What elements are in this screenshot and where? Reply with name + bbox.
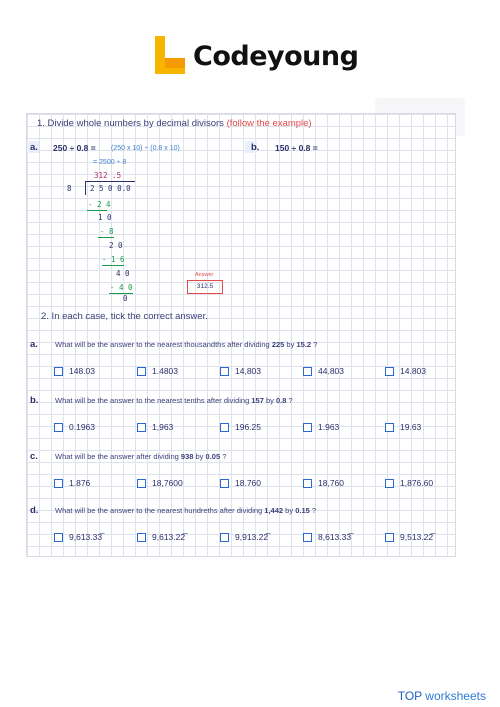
checkbox[interactable] — [385, 479, 394, 488]
question-a-text: What will be the answer to the nearest thousandths after dividing 225 by 15.2 ? — [55, 340, 318, 349]
work-step: - 4 0 — [110, 283, 133, 292]
problem-a-step2: = 2500 ÷ 8 — [93, 159, 127, 166]
option-a2[interactable]: 1.4803 — [137, 366, 178, 376]
checkbox[interactable] — [220, 533, 229, 542]
codeyoung-logo-icon — [155, 36, 187, 76]
question-b-label: b. — [30, 395, 39, 406]
question-b-text: What will be the answer to the nearest tenths after dividing 157 by 0.8 ? — [55, 396, 293, 405]
checkbox[interactable] — [385, 533, 394, 542]
checkbox[interactable] — [54, 479, 63, 488]
checkbox[interactable] — [54, 423, 63, 432]
answer-box — [187, 280, 223, 294]
question-d-label: d. — [30, 505, 39, 516]
question-c-text: What will be the answer after dividing 938 by 0.05 ? — [55, 452, 227, 461]
option-b2[interactable]: 1,963 — [137, 422, 173, 432]
option-a3[interactable]: 14,803 — [220, 366, 261, 376]
work-step: 2 0 — [109, 241, 123, 250]
brand-logo — [155, 36, 358, 76]
work-step: - 2 4 — [88, 200, 111, 209]
footer-top: TOP — [397, 689, 422, 703]
problem-b-text: 150 ÷ 0.8 = — [275, 143, 318, 153]
checkbox[interactable] — [303, 367, 312, 376]
option-c2[interactable]: 18,7600 — [137, 478, 183, 488]
checkbox[interactable] — [220, 479, 229, 488]
section1-heading — [37, 118, 312, 129]
option-a4[interactable]: 44.803 — [303, 366, 344, 376]
checkbox[interactable] — [54, 533, 63, 542]
option-c3[interactable]: 18.760 — [220, 478, 261, 488]
checkbox[interactable] — [54, 367, 63, 376]
dividend: 2 5 0 0.0 — [90, 184, 131, 193]
checkbox[interactable] — [137, 479, 146, 488]
worksheet — [26, 113, 456, 557]
checkbox[interactable] — [137, 423, 146, 432]
option-a1[interactable]: 148.03 — [54, 366, 95, 376]
problem-a-text: 250 ÷ 0.8 = — [53, 143, 96, 153]
answer-value: 312.5 — [196, 283, 214, 290]
section2-title: 2. In each case, tick the correct answer. — [41, 311, 208, 322]
work-step: 1 0 — [98, 213, 112, 222]
footer-worksheets: worksheets — [425, 689, 486, 703]
problem-a-label: a. — [30, 142, 38, 153]
option-b5[interactable]: 19.63 — [385, 422, 421, 432]
checkbox[interactable] — [303, 423, 312, 432]
question-d-text: What will be the answer to the nearest hundreths after dividing 1,442 by 0.15 ? — [55, 506, 317, 515]
question-a-label: a. — [30, 339, 38, 350]
option-d5[interactable]: 9,513.22̅ — [385, 532, 433, 542]
checkbox[interactable] — [303, 533, 312, 542]
quotient: 312 .5 — [94, 171, 122, 180]
option-d2[interactable]: 9,613.22̅ — [137, 532, 185, 542]
section1-hint: (follow the example) — [226, 118, 312, 129]
option-a5[interactable]: 14.803 — [385, 366, 426, 376]
divisor: 8 — [67, 184, 72, 193]
option-c1[interactable]: 1.876 — [54, 478, 90, 488]
checkbox[interactable] — [137, 533, 146, 542]
checkbox[interactable] — [385, 367, 394, 376]
work-step: - 1 6 — [102, 255, 125, 264]
option-d3[interactable]: 9,913.22̅ — [220, 532, 268, 542]
brand-name: Codeyoung — [193, 40, 359, 72]
checkbox[interactable] — [220, 423, 229, 432]
option-b4[interactable]: 1.963 — [303, 422, 339, 432]
section1-title: 1. Divide whole numbers by decimal divisors — [37, 118, 224, 129]
work-step: 4 0 — [116, 269, 130, 278]
option-d4[interactable]: 8,613.33̅ — [303, 532, 351, 542]
option-b1[interactable]: 0.1963 — [54, 422, 95, 432]
question-c-label: c. — [30, 451, 38, 462]
option-c5[interactable]: 1,876.60 — [385, 478, 433, 488]
checkbox[interactable] — [385, 423, 394, 432]
checkbox[interactable] — [303, 479, 312, 488]
problem-b-label: b. — [251, 142, 260, 153]
problem-a-step1: (250 x 10) ÷ (0.8 x 10) — [111, 145, 180, 152]
option-d1[interactable]: 9,613.33̅ — [54, 532, 102, 542]
work-step: - 8 — [100, 227, 114, 236]
footer-brand — [398, 689, 486, 703]
option-c4[interactable]: 18,760 — [303, 478, 344, 488]
checkbox[interactable] — [220, 367, 229, 376]
answer-label: Answer — [195, 272, 214, 278]
work-step: 0 — [123, 294, 128, 303]
option-b3[interactable]: 196.25 — [220, 422, 261, 432]
checkbox[interactable] — [137, 367, 146, 376]
